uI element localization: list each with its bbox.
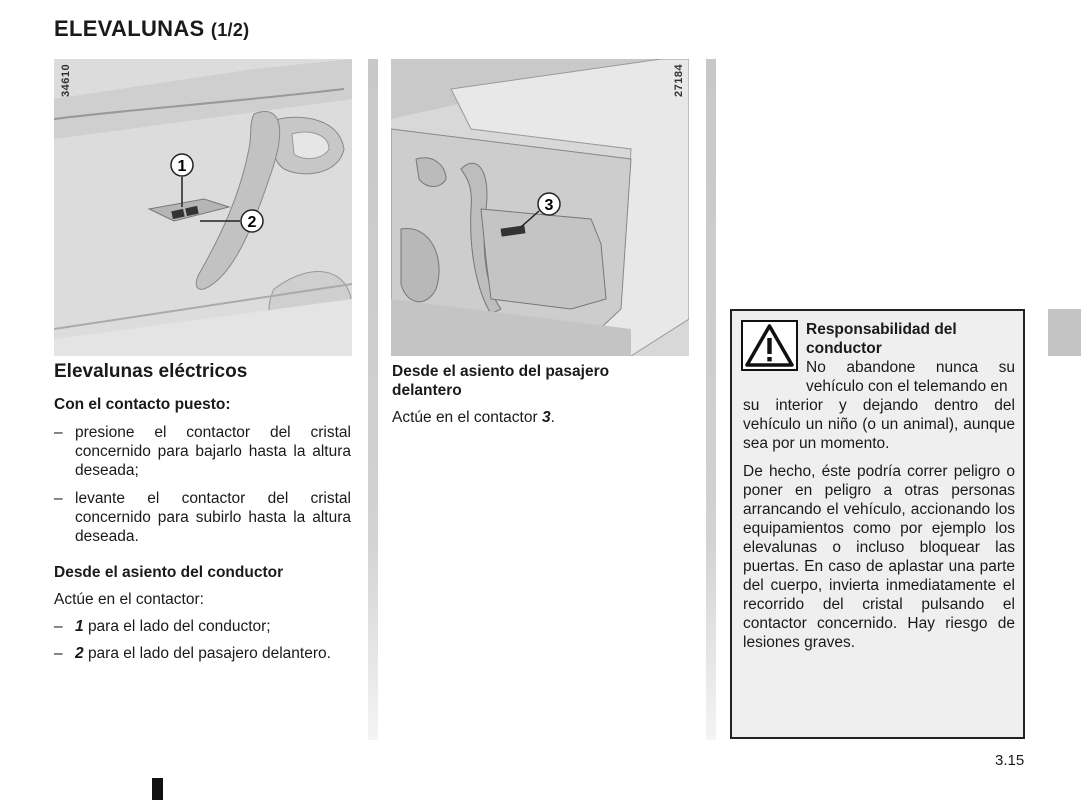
page-title-suffix: (1/2) <box>210 20 250 40</box>
callout-1-label: 1 <box>177 158 187 175</box>
chapter-thumb-tab <box>1048 309 1081 356</box>
item-number: 2 <box>75 645 84 662</box>
page-number: 3.15 <box>995 752 1025 769</box>
column-divider-right <box>706 59 716 740</box>
item-text: para el lado del pasajero delantero. <box>87 645 331 662</box>
item-number: 1 <box>75 618 84 635</box>
bullet-text: presione el contactor del cristal concernido para bajarlo hasta la altura deseada; <box>75 424 351 479</box>
column-left-text <box>54 362 351 663</box>
warning-box <box>730 309 1025 739</box>
driver-intro: Actúe en el contactor: <box>54 591 204 608</box>
passenger-door-illustration <box>391 59 689 356</box>
passenger-text: Actúe en el contactor 3. <box>392 409 555 426</box>
callout-2-label: 2 <box>247 214 257 231</box>
item-text: para el lado del conductor; <box>87 618 271 635</box>
crop-mark <box>152 778 163 800</box>
warning-para1-rest: su interior y dejando dentro del vehículo un niño (o un animal), aunque sea por un momento. <box>743 397 1015 452</box>
contact-heading: Con el contacto puesto: <box>54 396 231 413</box>
passenger-heading: Desde el asiento del pasajero delantero <box>392 363 610 399</box>
page-title-text: ELEVALUNAS <box>54 16 205 41</box>
driver-door-illustration <box>54 59 352 356</box>
page-title <box>54 16 249 42</box>
column-divider-left <box>368 59 378 740</box>
section-title: Elevalunas eléctricos <box>54 361 248 382</box>
list-item: – presione el contactor del cristal concernido para bajarlo hasta la altura deseada; <box>54 424 351 479</box>
contactor-number: 3 <box>541 409 551 426</box>
bullet-text: levante el contactor del cristal concernido para subirlo hasta la altura deseada. <box>75 490 351 545</box>
warning-para1-line: No abandone nunca su vehículo con el telemando en <box>806 359 1015 395</box>
figure-ref-middle: 27184 <box>673 63 685 97</box>
column-middle-text <box>392 362 689 427</box>
driver-heading: Desde el asiento del conductor <box>54 564 284 581</box>
warning-heading: Responsabilidad del conductor <box>806 321 957 357</box>
warning-body <box>743 358 1015 652</box>
figure-ref-left: 34610 <box>60 63 72 97</box>
list-item: – 2 para el lado del pasajero delantero. <box>54 645 331 662</box>
list-item: – levante el contactor del cristal concernido para subirlo hasta la altura deseada. <box>54 490 351 545</box>
list-item: – 1 para el lado del conductor; <box>54 618 271 635</box>
warning-para2: De hecho, éste podría correr peligro o poner en peligro a otras personas arrancando el vehículo, accionando los equipamientos como por ejemplo los elevalunas o incluso bloquear las puertas. En caso de aplastar una parte del cuerpo, invierta inmediatamente el recorrido del cristal pulsando el contactor concernido. Hay riesgo de lesiones graves. <box>743 463 1015 651</box>
callout-3-label: 3 <box>544 197 554 214</box>
